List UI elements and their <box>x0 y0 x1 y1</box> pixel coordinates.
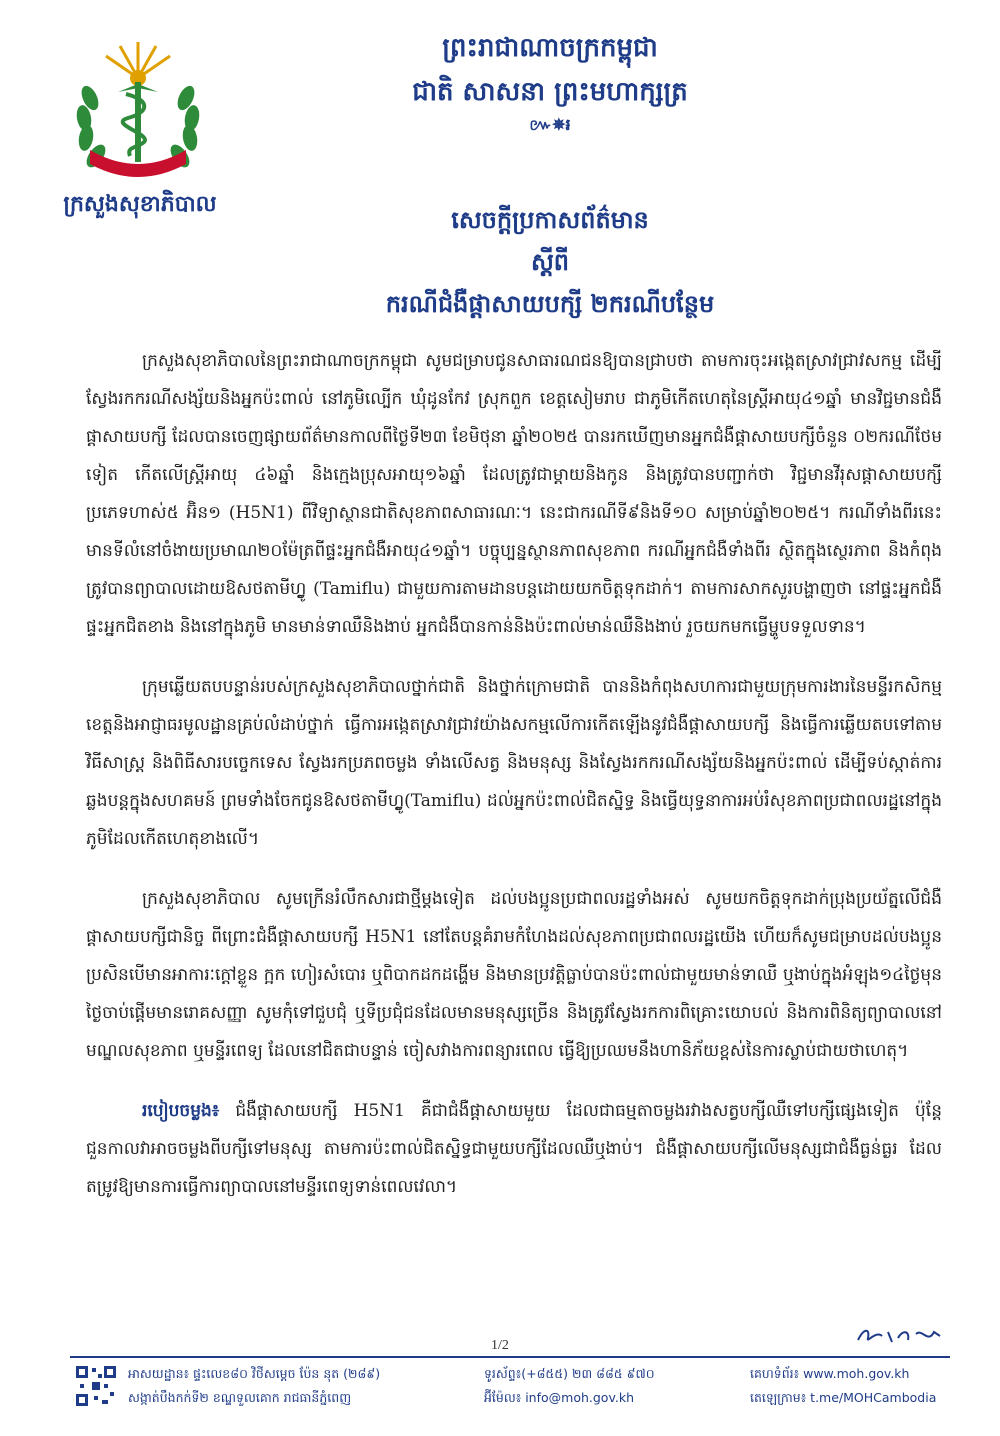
title-line-3: ករណីជំងឺផ្ដាសាយបក្សី ២ករណីបន្ថែម <box>385 289 715 318</box>
website-link[interactable]: គេហទំព័រ៖ www.moh.gov.kh <box>750 1366 910 1381</box>
qr-code-icon <box>74 1364 118 1408</box>
footer-web <box>750 1362 936 1410</box>
document-title <box>250 200 850 324</box>
kingdom-line-1: ព្រះរាជាណាចក្រកម្ពុជា <box>442 33 658 63</box>
ornament: ៚✵៛ <box>529 115 571 134</box>
paragraph-3: ក្រសួងសុខាភិបាល សូមក្រើនរំលឹកសារជាថ្មីម្ដងទៀត ដល់បងប្អូនប្រជាពលរដ្ឋទាំងអស់ សូមយកចិត្តទុកដាក់ប្រុងប្រយ័ត្នលើជំងឺផ្ដាសាយបក្សីជានិច្ច ពីព្រោះជំងឺផ្ដាសាយបក្សី H5N1 នៅតែបន្តគំរាមកំហែងដល់សុខភាពប្រជាពលរដ្ឋយើង ហើយក៏សូមជម្រាបដល់បងប្អូន ប្រសិនបើមានអាការៈក្ដៅខ្លួន ក្អក ហៀរសំបោរ ឬពិបាកដកដង្ហើម និងមានប្រវត្តិធ្លាប់បានប៉ះពាល់ជាមួយមាន់ទាឈឺ ឬងាប់ក្នុងអំឡុង១៤ថ្ងៃមុនថ្ងៃចាប់ផ្ដើមមានរោគសញ្ញា សូមកុំទៅជួបជុំ ឬទីប្រជុំជនដែលមានមនុស្សច្រើន និងត្រូវស្វែងរកការពិគ្រោះយោបល់ និងការពិនិត្យព្យាបាលនៅមណ្ឌលសុខភាព ឬមន្ទីរពេទ្យ ដែលនៅជិតជាបន្ទាន់ ចៀសវាងការពន្យារពេល ធ្វើឱ្យប្រឈមនឹងហានិភ័យខ្ពស់នៃការស្លាប់ជាយថាហេតុ។ <box>86 889 942 1061</box>
paragraph-4-text: ជំងឺផ្ដាសាយបក្សី H5N1 គឺជាជំងឺផ្ដាសាយមួយ ដែលជាធម្មតាចម្លងរវាងសត្វបក្សីឈឺទៅបក្សីផ្សេងទៀត ប៉ុន្តែជួនកាលវាអាចចម្លងពីបក្សីទៅមនុស្ស តាមការប៉ះពាល់ជិតស្និទ្ធជាមួយបក្សីដែលឈឺឬងាប់។ ជំងឺផ្ដាសាយបក្សីលើមនុស្សជាជំងឺធ្ងន់ធ្ងរ ដែលតម្រូវឱ្យមានការធ្វើការព្យាបាលនៅមន្ទីរពេទ្យទាន់ពេលវេលា។ <box>86 1101 942 1197</box>
document-body <box>86 342 942 1206</box>
phone-number[interactable]: ទូរស័ព្ទ៖(+៨៥៥) ២៣ ៨៨៥ ៩៧០ <box>484 1366 655 1381</box>
kingdom-header <box>300 28 800 136</box>
ministry-name: ក្រសួងសុខាភិបាល <box>63 191 217 217</box>
address-line-1: អាសយដ្ឋាន៖ ផ្ទះលេខ៨០ វិថីសម្ដេច ប៉ែន នុត (២៨៩) <box>128 1366 381 1381</box>
kingdom-line-2: ជាតិ សាសនា ព្រះមហាក្សត្រ <box>412 77 688 107</box>
footer-contact <box>128 1362 958 1418</box>
ministry-logo <box>68 38 208 188</box>
footer-phone-email <box>484 1362 655 1410</box>
title-line-2: ស្ដីពី <box>530 247 570 276</box>
paragraph-1: ក្រសួងសុខាភិបាលនៃព្រះរាជាណាចក្រកម្ពុជា សូមជម្រាបជូនសាធារណជនឱ្យបានជ្រាបថា តាមការចុះអង្កេតស្រាវជ្រាវសកម្ម ដើម្បីស្វែងរកករណីសង្ស័យនិងអ្នកប៉ះពាល់ នៅភូមិល្បើក ឃុំដូនកែវ ស្រុកពួក ខេត្តសៀមរាប ជាភូមិកើតហេតុនៃស្ត្រីអាយុ៤១ឆ្នាំ មានវិជ្ជមានជំងឺផ្ដាសាយបក្សី ដែលបានចេញផ្សាយព័ត៌មានកាលពីថ្ងៃទី២៣ ខែមិថុនា ឆ្នាំ២០២៥ បានរកឃើញមានអ្នកជំងឺផ្ដាសាយបក្សីចំនួន ០២ករណីថែមទៀត កើតលើស្ត្រីអាយុ ៤៦ឆ្នាំ និងក្មេងប្រុសអាយុ១៦ឆ្នាំ ដែលត្រូវជាម្ដាយនិងកូន និងត្រូវបានបញ្ជាក់ថា វិជ្ជមានវីរុសផ្ដាសាយបក្សីប្រភេទហាស់៥ អ៊ិន១ (H5N1) ពីវិទ្យាស្ថានជាតិសុខភាពសាធារណៈ។ នេះជាករណីទី៩និងទី១០ សម្រាប់ឆ្នាំ២០២៥។ ករណីទាំងពីរនេះ មានទីលំនៅចំងាយប្រមាណ២០ម៉ែត្រពីផ្ទះអ្នកជំងឺអាយុ៤១ឆ្នាំ។ បច្ចុប្បន្នស្ថានភាពសុខភាព ករណីអ្នកជំងឺទាំងពីរ ស្ថិតក្នុងស្ថេរភាព និងកំពុងត្រូវបានព្យាបាលដោយឱសថតាមីហ្វ្លូ (Tamiflu) ជាមួយការតាមដានបន្តដោយយកចិត្តទុកដាក់។ តាមការសាកសួរបង្ហាញថា នៅផ្ទះអ្នកជំងឺ ផ្ទះអ្នកជិតខាង និងនៅក្នុងភូមិ មានមាន់ទាឈឺនិងងាប់ អ្នកជំងឺបានកាន់និងប៉ះពាល់មាន់ឈឺនិងងាប់ រួចយកមកធ្វើម្ហូបទទួលទាន។ <box>86 351 942 637</box>
transmission-heading: របៀបចម្លង៖ <box>142 1101 220 1121</box>
paragraph-4 <box>86 1092 942 1206</box>
paragraph-2: ក្រុមឆ្លើយតបបន្ទាន់របស់ក្រសួងសុខាភិបាលថ្នាក់ជាតិ និងថ្នាក់ក្រោមជាតិ បាននិងកំពុងសហការជាមួយក្រុមការងារនៃមន្ទីរកសិកម្មខេត្តនិងអាជ្ញាធរមូលដ្ឋានគ្រប់លំដាប់ថ្នាក់ ធ្វើការអង្កេតស្រាវជ្រាវយ៉ាងសកម្មលើការកើតឡើងនូវជំងឺផ្ដាសាយបក្សី និងធ្វើការឆ្លើយតបទៅតាមវិធីសាស្ត្រ និងពិធីសារបច្ចេកទេស ស្វែងរកប្រភពចម្លង ទាំងលើសត្វ និងមនុស្ស និងស្វែងរកករណីសង្ស័យនិងអ្នកប៉ះពាល់ ដើម្បីទប់ស្កាត់ការឆ្លងបន្តក្នុងសហគមន៍ ព្រមទាំងចែកជូនឱសថតាមីហ្វ្លូ(Tamiflu) ដល់អ្នកប៉ះពាល់ជិតស្និទ្ធ និងធ្វើយុទ្ធនាការអប់រំសុខភាពប្រជាពលរដ្ឋនៅក្នុងភូមិដែលកើតហេតុខាងលើ។ <box>86 677 942 849</box>
telegram-link[interactable]: តេឡេក្រាម៖ t.me/MOHCambodia <box>750 1390 937 1405</box>
title-line-1: សេចក្ដីប្រកាសព័ត៌មាន <box>451 205 649 234</box>
footer-divider <box>70 1356 950 1358</box>
address-line-2: សង្កាត់បឹងកក់ទី២ ខណ្ឌទួលគោក រាជធានីភ្នំពេញ <box>128 1390 352 1405</box>
footer-address <box>128 1362 380 1410</box>
email-address[interactable]: អ៊ីម៉ែល៖ info@moh.gov.kh <box>484 1390 635 1405</box>
page-number: 1/2 <box>491 1338 509 1353</box>
